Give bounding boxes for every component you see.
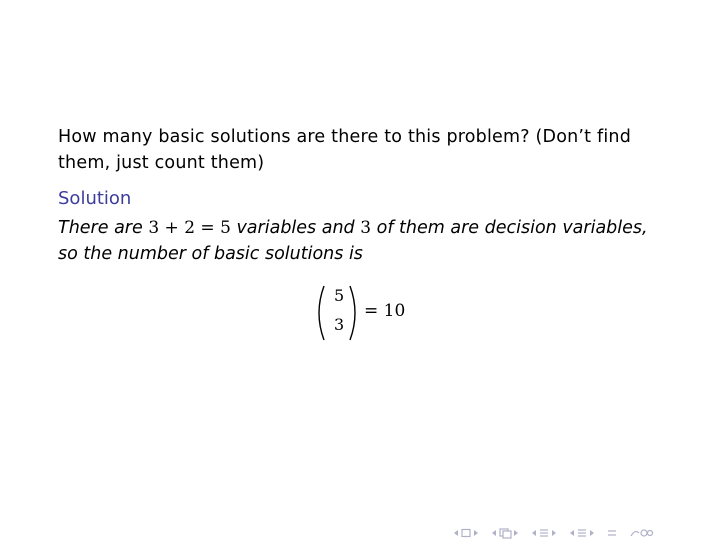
nav-next-doc-icon[interactable] [588,526,596,540]
nav-prev-subsection-icon[interactable] [490,526,498,540]
nav-next-subsection-icon[interactable] [512,526,520,540]
solution-line-2: so the number of basic solutions is [58,244,363,264]
nav-section-icon[interactable] [538,526,550,540]
beamer-navigation-bar [452,526,654,540]
nav-frame-icon[interactable] [460,526,472,540]
nav-prev-section-icon[interactable] [530,526,538,540]
nav-prev-frame-icon[interactable] [452,526,460,540]
question-line-2: them, just count them) [58,153,265,173]
solution-text-a: There are [58,218,149,238]
solution-title: Solution [58,188,132,209]
nav-next-frame-icon[interactable] [472,526,480,540]
nav-next-section-icon[interactable] [550,526,558,540]
solution-text-c: of them are decision variables, [371,218,648,238]
solution-line-1 [58,215,718,241]
question-line-1: How many basic solutions are there to this problem? (Don’t find [58,127,632,147]
nav-prev-doc-icon[interactable] [568,526,576,540]
nav-align-icon[interactable] [606,526,618,540]
nav-search-icon[interactable] [628,526,654,540]
nav-subsection-icon[interactable] [498,526,512,540]
solution-body [58,215,718,267]
binomial-equation [312,282,432,344]
solution-math-three: 3 [360,218,372,238]
binomial-bottom: 3 [334,315,345,334]
binomial-top: 5 [334,286,345,305]
solution-text-b: variables and [230,218,361,238]
solution-math-sum: 3 + 2 = 5 [148,218,231,238]
nav-doc-icon[interactable] [576,526,588,540]
binomial-result: = 10 [364,301,406,321]
question-text [58,124,698,176]
